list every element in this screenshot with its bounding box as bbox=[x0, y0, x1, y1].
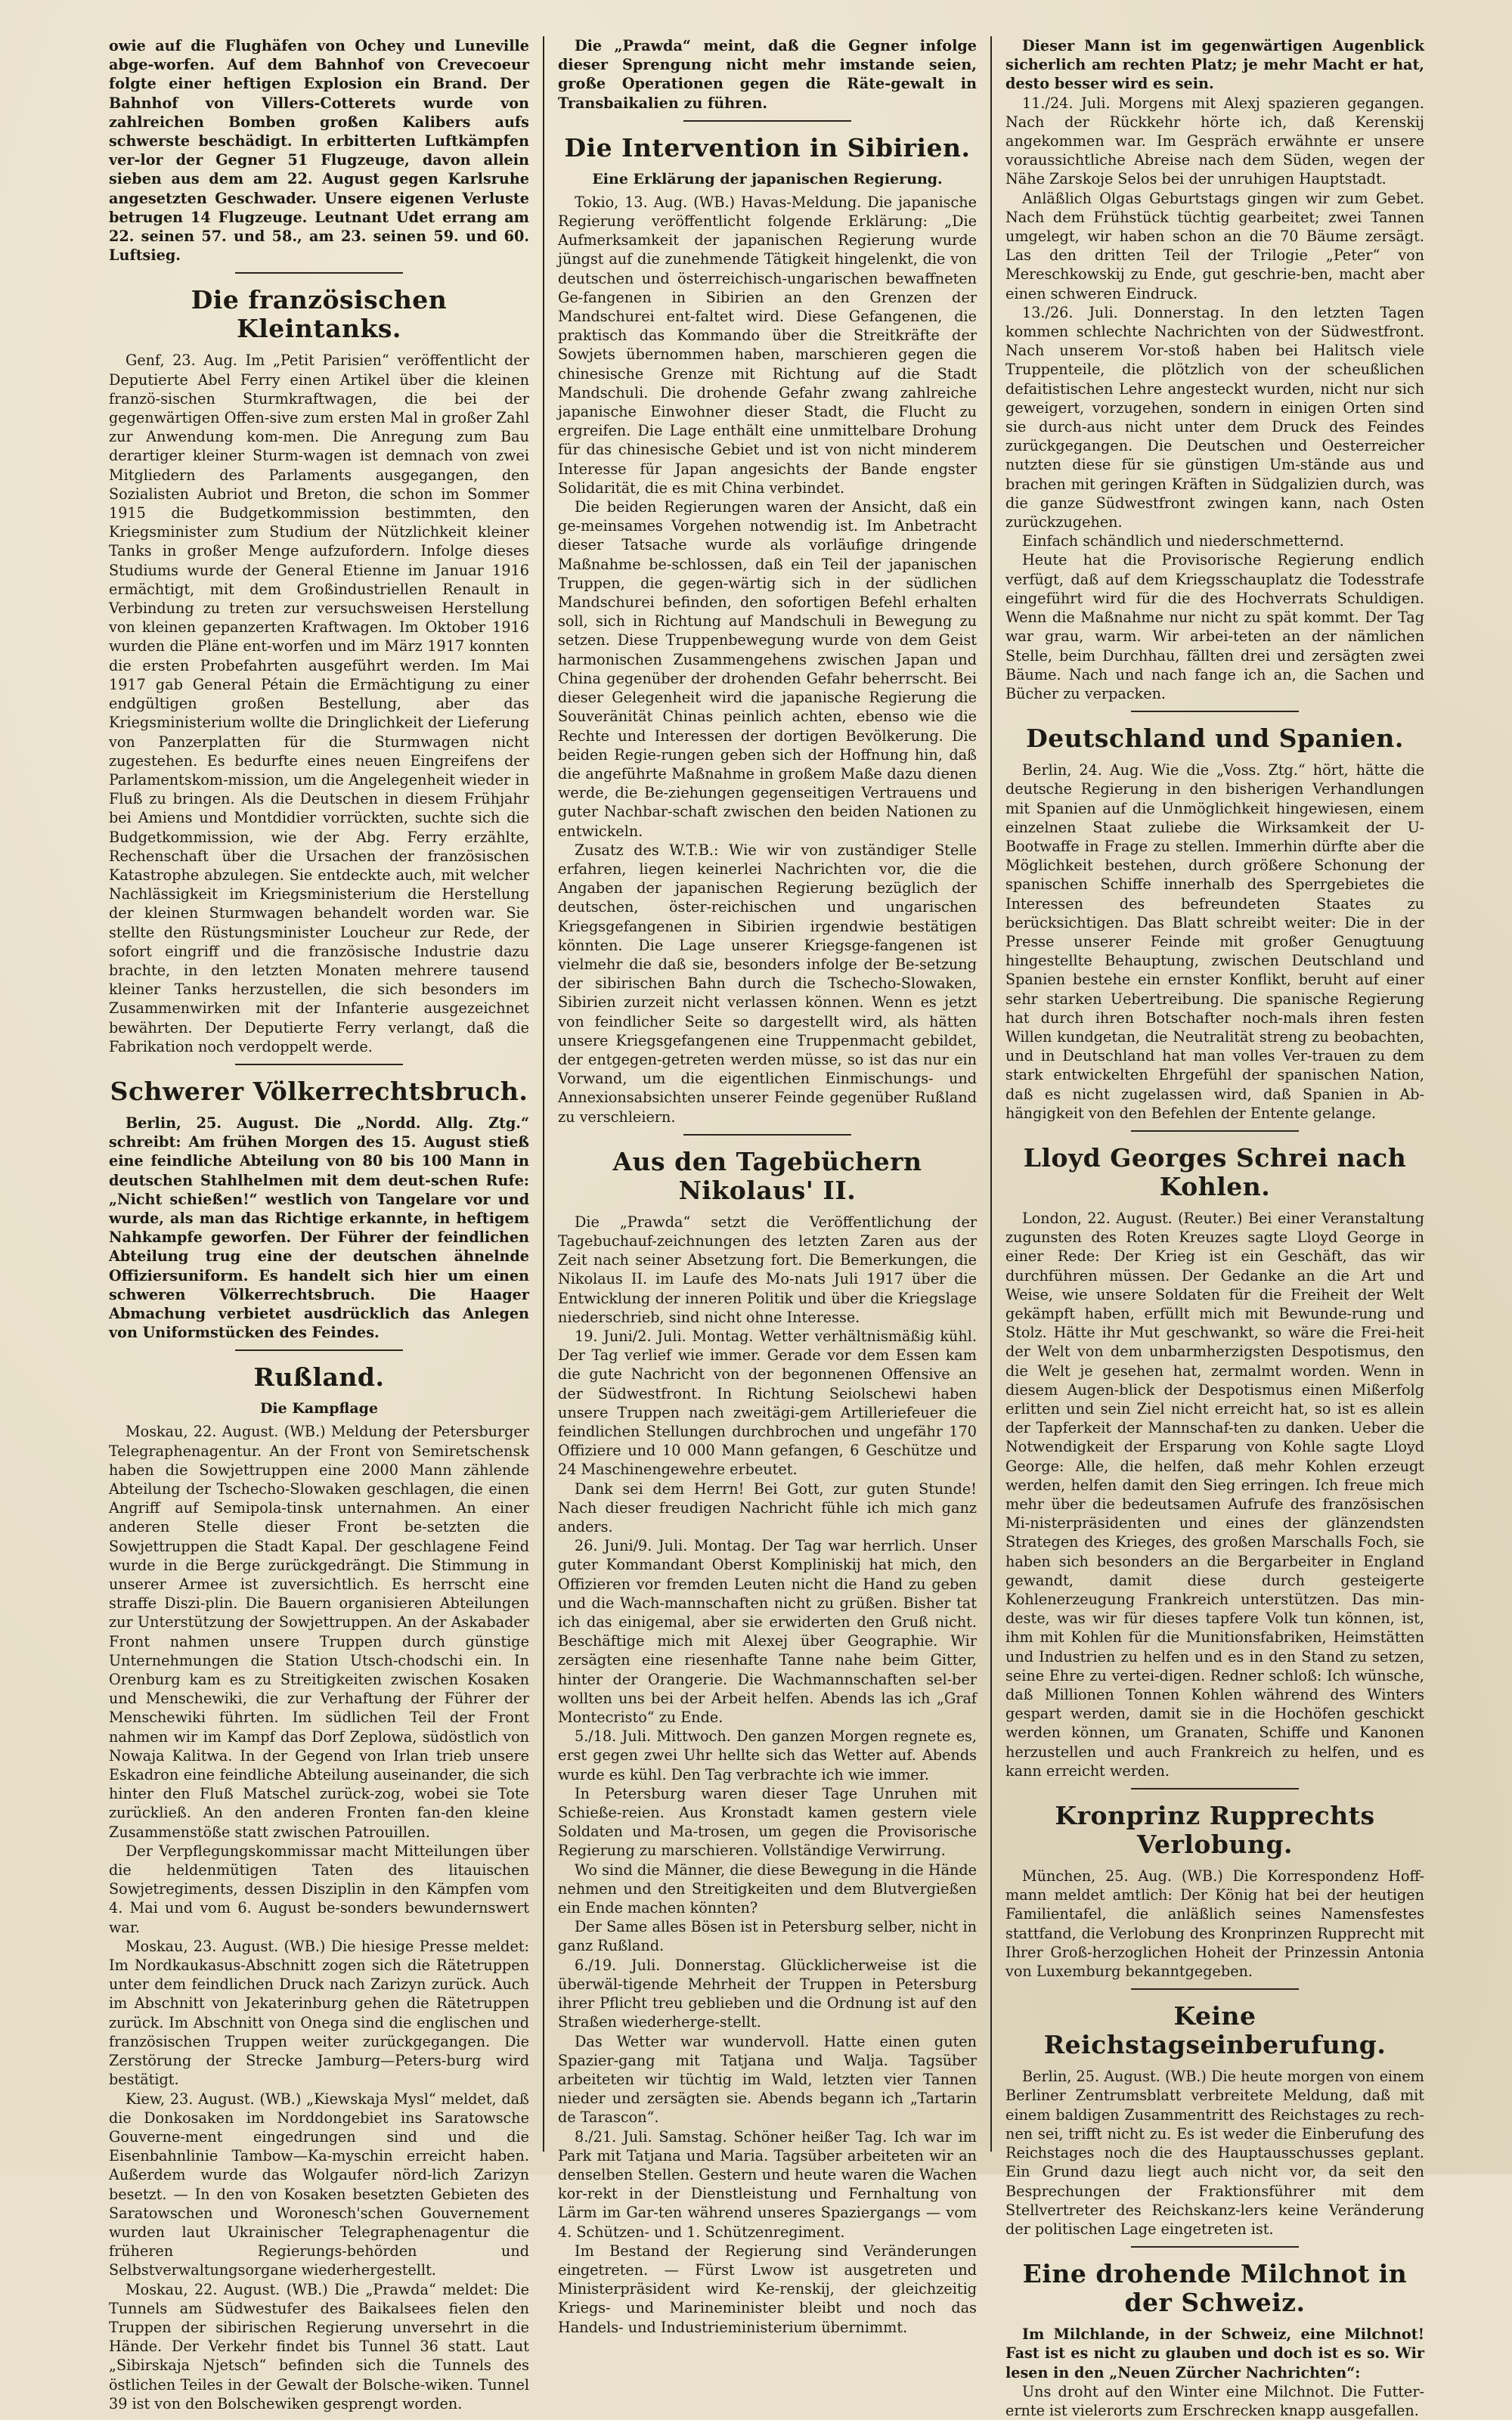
article-paragraph: Das Wetter war wundervoll. Hatte einen guten Spazier-gang mit Tatjana und Walja. Tagsüber arbeiteten wir tüchtig im Wald, letzten vier Tannen nieder und zersägten sie. Abends begann ich „Tartarin de Tarascon“. bbox=[558, 2032, 977, 2127]
article-paragraph: 11./24. Juli. Morgens mit Alexj spazieren gegangen. Nach der Rückkehr hörte ich, daß Kerenskij angekommen war. Im Gespräch erwähnte er unsere voraussichtliche Abreise nach dem Süden, wegen der Nähe Zarskoje Selos bei der unruhigen Hauptstadt. bbox=[1005, 94, 1424, 188]
section-divider bbox=[235, 272, 403, 274]
article-paragraph: Dank sei dem Herrn! Bei Gott, zur guten Stunde! Nach dieser freudigen Nachricht fühle ich mich ganz anders. bbox=[558, 1480, 977, 1536]
article-paragraph: Berlin, 24. Aug. Wie die „Voss. Ztg.“ hört, hätte die deutsche Regierung in den bisherigen Verhandlungen mit Spanien auf die Unmöglichkeit hingewiesen, einem einzelnen Staat zuliebe die Wirksamkeit der U-Bootwaffe in Frage zu stellen. Immerhin dürfte aber die Möglichkeit bestehen, durch größere Schonung der spanischen Schiffe innerhalb des Sperrgebietes die Interessen des befreundeten Staates zu berücksichtigen. Das Blatt schreibt weiter: Die in der Presse unserer Feinde mit großer Genugtuung hingestellte Behauptung, zwischen Deutschland und Spanien bestehe ein ernster Konflikt, beruht auf einer sehr starken Uebertreibung. Die spanische Regierung hat durch ihren Botschafter noch-mals ihren festen Willen kundgetan, die Neutralität streng zu beobachten, und in Deutschland hat man volles Ver-trauen zu dem stark entwickelten Ehrgefühl der spanischen Nation, daß es nicht zugelassen wird, daß Spanien in Ab-hängigkeit von den Befehlen der Entente gelange. bbox=[1005, 761, 1424, 1122]
article-paragraph: Die beiden Regierungen waren der Ansicht, daß ein ge-meinsames Vorgehen notwendig ist. Im Anbetracht dieser Tatsache wurde als vorläufige dringende Maßnahme be-schlossen, daß ein Teil der japanischen Truppen, die gegen-wärtig sich in der südlichen Mandschurei befinden, den sofortigen Befehl erhalten soll, sich in Richtung auf Mandschuli in Bewegung zu setzen. Diese Truppenbewegung wurde von dem Geist harmonischen Zusammengehens zwischen Japan und China gegenüber der drohenden Gefahr beherrscht. Bei dieser Gelegenheit wird die japanische Regierung die Souveränität Chinas peinlich achten, ebenso wie die Rechte und Interessen der dortigen Bevölkerung. Die beiden Regie-rungen geben sich der Hoffnung hin, daß die angeführte Maßnahme in großem Maße dazu dienen werde, die Be-ziehungen gegenseitigen Vertrauens und guter Nachbar-schaft zwischen den beiden Nationen zu entwickeln. bbox=[558, 498, 977, 840]
article-paragraph: Anläßlich Olgas Geburtstags gingen wir zum Gebet. Nach dem Frühstück tüchtig gearbeitet; zwei Tannen umgelegt, wir haben schon an die 70 Bäume zersägt. Las den dritten Teil der Trilogie „Peter“ von Mereschkowskij zu Ende, gut geschrie-ben, macht aber einen schweren Eindruck. bbox=[1005, 189, 1424, 302]
section-divider bbox=[683, 1134, 851, 1136]
article-columns bbox=[95, 36, 1470, 2419]
article-paragraph: Der Same alles Bösen ist in Petersburg selber, nicht in ganz Rußland. bbox=[558, 1918, 977, 1955]
section-divider bbox=[1131, 1988, 1299, 1990]
article-paragraph: Zusatz des W.T.B.: Wie wir von zuständiger Stelle erfahren, liegen keinerlei Nachrichten vor, die die Angaben der japanischen Regierung bezüglich der deutschen, öster-reichischen und ungarischen Kriegsgefangenen in Sibirien irgendwie bestätigen könnten. Die Lage unserer Kriegsge-fangenen ist vielmehr die daß sie, besonders infolge der Be-setzung der sibirischen Bahn durch die Tschecho-Slowaken, Sibirien zurzeit nicht verlassen können. Wenn es jetzt von feindlicher Seite so dargestellt wird, als hätten unsere Kriegsgefangenen eine Truppenmacht gebildet, der entgegen-getreten werden müsse, so ist das nur ein Vorwand, um die eigentlichen Einmischungs- und Annexionsabsichten unserer Feinde gegenüber Rußland zu verschleiern. bbox=[558, 841, 977, 1126]
article-subheadline: Eine Erklärung der japanischen Regierung. bbox=[592, 170, 943, 187]
article-paragraph: Moskau, 22. August. (WB.) Meldung der Petersburger Telegraphenagentur. An der Front von Semiretschensk haben die Sowjettruppen eine 2000 Mann zählende Abteilung der Tschecho-Slowaken geschlagen, die einen Angriff auf Semipola-tinsk unternahmen. An einer anderen Stelle dieser Front be-setzten die Sowjettruppen die Stadt Kapal. Der geschlagene Feind wurde in die Berge zurückgedrängt. Die Stimmung in unserer Armee ist zuversichtlich. Es herrscht eine straffe Diszi-plin. Die Bauern organisieren Abteilungen zur Unterstützung der Sowjettruppen. An der Askabader Front nahmen unsere Truppen durch günstige Unternehmungen die Station Utsch-chodschi ein. In Orenburg kam es zu Streitigkeiten zwischen Kosaken und Menschewiki, die zur Verhaftung der Führer der Menschewiki führten. Im südlichen Teil der Front nahmen wir im Kampf das Dorf Zeplowa, südöstlich von Nowaja Kalitwa. In der Gegend von Irlan trieb unsere Eskadron eine feindliche Abteilung auseinander, die sich hinter den Fluß Matschel zurück-zog, wobei sie Tote zurückließ. An den anderen Fronten fan-den kleine Zusammenstöße statt zwischen Patrouillen. bbox=[109, 1423, 529, 1841]
column-middle bbox=[543, 36, 990, 2336]
article-paragraph: 5./18. Juli. Mittwoch. Den ganzen Morgen regnete es, erst gegen zwei Uhr hellte sich das Wetter auf. Abends wurde es kühl. Den Tag verbrachte ich wie immer. bbox=[558, 1727, 977, 1783]
article-paragraph: owie auf die Flughäfen von Ochey und Luneville abge-worfen. Auf dem Bahnhof von Crevecoeur folgte einer heftigen Explosion ein Brand. Der Bahnhof von Villers-Cotterets wurde von zahlreichen Bomben großen Kalibers aufs schwerste beschädigt. In erbitterten Luftkämpfen ver-lor der Gegner 51 Flugzeuge, davon allein sieben aus dem am 22. August gegen Karlsruhe angesetzten Geschwader. Unsere eigenen Verluste betrugen 14 Flugzeuge. Leutnant Udet errang am 22. seinen 57. und 58., am 23. seinen 59. und 60. Luftsieg. bbox=[109, 37, 529, 265]
article-subheadline: Die Kampflage bbox=[259, 1400, 379, 1418]
article-headline: Aus den Tagebüchern Nikolaus' II. bbox=[612, 1146, 922, 1205]
article-paragraph: Im Milchlande, in der Schweiz, eine Milchnot! Fast ist es nicht zu glauben und doch ist es so. Wir lesen in den „Neuen Zürcher Nachrichten“: bbox=[1005, 2325, 1424, 2381]
article-headline: Die französischen Kleintanks. bbox=[191, 285, 448, 344]
column-right bbox=[990, 36, 1438, 2419]
article-paragraph: Berlin, 25. August. Die „Nordd. Allg. Ztg.“ schreibt: Am frühen Morgen des 15. August stieß eine feindliche Abteilung von 80 bis 100 Mann in deutschen Stahlhelmen mit dem deut-schen Rufe: „Nicht schießen!“ westlich von Tangelare vor und wurde, als man das Richtige erkannte, in heftigem Nahkampfe geworfen. Der Führer der feindlichen Abteilung trug eine der deutschen ähnelnde Offiziersuniform. Es handelt sich hier um einen schweren Völkerrechtsbruch. Die Haager Abmachung verbietet ausdrücklich das Anlegen von Uniformstücken des Feindes. bbox=[109, 1114, 529, 1342]
article-paragraph: 26. Juni/9. Juli. Montag. Der Tag war herrlich. Unser guter Kommandant Oberst Kompliniskij hat mich, den Offizieren vor fremden Leuten nicht die Hand zu geben und die Wach-mannschaften nicht zu grüßen. Bisher tat ich das einigemal, aber sie erwiderten den Gruß nicht. Beschäftige mich mit Alexej über Geographie. Wir zersägten eine riesenhafte Tanne nahe beim Gitter, hinter der Orangerie. Die Wachmannschaften sel-ber wollten uns bei der Arbeit helfen. Abends las ich „Graf Montecristo“ zu Ende. bbox=[558, 1537, 977, 1727]
section-divider bbox=[1131, 1130, 1299, 1132]
article-paragraph: Die „Prawda“ setzt die Veröffentlichung der Tagebuchauf-zeichnungen des letzten Zaren aus der Zeit nach seiner Absetzung fort. Die Bemerkungen, die Nikolaus II. im Laufe des Mo-nats Juli 1917 über die Entwicklung der inneren Politik und über die Kriegslage niederschrieb, sind nicht ohne Interesse. bbox=[558, 1213, 977, 1326]
article-headline: Keine Reichstagseinberufung. bbox=[1043, 2001, 1387, 2060]
section-divider bbox=[1131, 2246, 1299, 2248]
article-paragraph: Einfach schändlich und niederschmetternd. bbox=[1022, 532, 1344, 550]
column-left bbox=[95, 36, 543, 2412]
article-paragraph: Dieser Mann ist im gegenwärtigen Augenblick sicherlich am rechten Platz; je mehr Macht er hat, desto besser wird es sein. bbox=[1005, 37, 1424, 93]
article-paragraph: Heute hat die Provisorische Regierung endlich verfügt, daß auf dem Kriegsschauplatz die Todesstrafe eingeführt wird für die des Hochverrats Schuldigen. Wenn die Maßnahme nur nicht zu spät kommt. Der Tag war grau, warm. Wir arbei-teten an der nämlichen Stelle, beim Durchhau, fällten drei und zersägten zwei Bäume. Nach und nach fange ich an, die Sachen und Bücher zu verpacken. bbox=[1005, 551, 1424, 702]
article-headline: Eine drohende Milchnot in der Schweiz. bbox=[1022, 2259, 1408, 2318]
section-divider bbox=[683, 120, 851, 122]
article-headline: Deutschland und Spanien. bbox=[1026, 724, 1404, 754]
article-paragraph: Berlin, 25. August. (WB.) Die heute morgen von einem Berliner Zentrumsblatt verbreitete Meldung, daß mit einem baldigen Zusammentritt des Reichstages zu rech-nen sei, trifft nicht zu. Es ist weder die Einberufung des Reichstages noch die des Hauptausschusses geplant. Ein Grund dazu liegt auch nicht vor, da seit den Besprechungen der Fraktionsführer mit dem Stellvertreter des Reichskanz-lers keine Veränderung der politischen Lage eingetreten ist. bbox=[1005, 2068, 1424, 2238]
article-paragraph: Tokio, 13. Aug. (WB.) Havas-Meldung. Die japanische Regierung veröffentlicht folgende Erklärung: „Die Aufmerksamkeit der japanischen Regierung wurde jüngst auf die zunehmende Tätigkeit hingelenkt, die von deutschen und österreichisch-ungarischen bewaffneten Ge-fangenen in Sibirien an den Grenzen der Mandschurei ent-faltet wird. Diese Gefangenen, die praktisch das Kommando über die Streitkräfte der Sowjets übernommen haben, marschieren gegen die chinesische Grenze mit Richtung auf die Stadt Mandschuli. Die drohende Gefahr zwang zahlreiche japanische Einwohner dieser Stadt, die Flucht zu ergreifen. Die Lage enthält eine unmittelbare Drohung für das chinesische Gebiet und ist von nicht minderem Interesse für Japan angesichts der Bande engster Solidarität, die es mit China verbindet. bbox=[558, 193, 977, 497]
section-divider bbox=[235, 1349, 403, 1351]
article-headline: Schwerer Völkerrechtsbruch. bbox=[110, 1076, 528, 1106]
article-paragraph: 6./19. Juli. Donnerstag. Glücklicherweise ist die überwäl-tigende Mehrheit der Truppen in Petersburg ihrer Pflicht treu geblieben und die Ordnung ist auf den Straßen wiederherge-stellt. bbox=[558, 1956, 977, 2031]
section-divider bbox=[1131, 1788, 1299, 1789]
article-paragraph: Genf, 23. Aug. Im „Petit Parisien“ veröffentlicht der Deputierte Abel Ferry einen Artikel über die kleinen franzö-sischen Sturmkraftwagen, die bei der gegenwärtigen Offen-sive zum ersten Mal in großer Zahl zur Anwendung kom-men. Die Anregung zum Bau derartiger kleiner Sturm-wagen ist demnach von zwei Mitgliedern des Parlaments ausgegangen, den Sozialisten Aubriot und Breton, die schon im Sommer 1915 die Budgetkommission bestimmten, den Kriegsminister zum Studium der Nützlichkeit kleiner Tanks in großer Menge aufzufordern. Infolge dieses Studiums wurde der General Etienne im Januar 1916 ermächtigt, mit dem Großindustriellen Renault in Verbindung zu treten zur versuchsweisen Herstellung von kleinen gepanzerten Kraftwagen. Im Oktober 1916 wurden die Pläne ent-worfen und im März 1917 konnten die ersten Probefahrten ausgeführt werden. Im Mai 1917 gab General Pétain die Ermächtigung zu einer endgültigen großen Bestellung, aber das Kriegsministerium wollte die Dringlichkeit der Lieferung von Panzerplatten für die Sturmwagen nicht zugestehen. Es bedurfte eines neuen Eingreifens der Parlamentskom-mission, um die Angelegenheit wieder in Fluß zu bringen. Als die Deutschen in diesem Frühjahr bei Amiens und Montdidier vorrückten, suchte sich die Budgetkommission, wie der Abg. Ferry erzählte, Rechenschaft über die Ursachen der französischen Katastrophe abzulegen. Sie entdeckte auch, mit welcher Nachlässigkeit im Kriegsministerium die Herstellung der kleinen Sturmwagen behandelt worden war. Sie stellte den Rüstungsminister Loucheur zur Rede, der sofort eingriff und die französische Industrie dazu brachte, in den letzten Monaten mehrere tausend kleiner Tanks herzustellen, die sich besonders im Zusammenwirken mit der Infanterie ausgezeichnet bewährten. Der Deputierte Ferry verlangt, daß die Fabrikation noch verdoppelt werde. bbox=[109, 352, 529, 1055]
article-headline: Lloyd Georges Schrei nach Kohlen. bbox=[1023, 1142, 1407, 1201]
article-paragraph: Wo sind die Männer, die diese Bewegung in die Hände nehmen und den Streitigkeiten und dem Blutvergießen ein Ende machen könnten? bbox=[558, 1861, 977, 1917]
article-paragraph: Moskau, 23. August. (WB.) Die hiesige Presse meldet: Im Nordkaukasus-Abschnitt zogen sich die Rätetruppen unter dem feindlichen Druck nach Zarizyn zurück. Auch im Abschnitt von Jekaterinburg gehen die Rätetruppen zurück. Im Abschnitt von Onega sind die englischen und französischen Truppen weiter zurückgegangen. Die Zerstörung der Strecke Jamburg—Peters-burg wird bestätigt. bbox=[109, 1937, 529, 2089]
article-paragraph: München, 25. Aug. (WB.) Die Korrespondenz Hoff-mann meldet amtlich: Der König hat bei der heutigen Familientafel, die anläßlich seines Namensfestes stattfand, die Verlobung des Kronprinzen Rupprecht mit Ihrer Groß-herzoglichen Hoheit der Prinzessin Antonia von Luxemburg bekanntgegeben. bbox=[1005, 1867, 1424, 1981]
section-divider bbox=[235, 1064, 403, 1065]
article-paragraph: In Petersburg waren dieser Tage Unruhen mit Schieße-reien. Aus Kronstadt kamen gestern viele Soldaten und Ma-trosen, um gegen die Provisorische Regierung zu marschieren. Vollständige Verwirrung. bbox=[558, 1784, 977, 1860]
article-paragraph: Uns droht auf den Winter eine Milchnot. Die Futter-ernte ist vielerorts zum Erschrecken knapp ausgefallen. bbox=[1005, 2382, 1424, 2419]
article-paragraph: Im Bestand der Regierung sind Veränderungen eingetreten. — Fürst Lwow ist ausgetreten und Ministerpräsident wird Ke-renskij, der gleichzeitig Kriegs- und Marineminister bleibt und noch das Handels- und Industrieministerium übernimmt. bbox=[558, 2242, 977, 2336]
article-paragraph: Kiew, 23. August. (WB.) „Kiewskaja Mysl“ meldet, daß die Donkosaken im Norddongebiet ins Saratowsche Gouverne-ment eingedrungen sind und die Eisenbahnlinie Tambow—Ka-myschin erreicht haben. Außerdem wurde das Wolgaufer nörd-lich Zarizyn besetzt. — In den von Kosaken besetzten Gebieten des Saratowschen und Woronesch'schen Gouvernement wurden laut Ukrainischer Telegraphenagentur die früheren Regierungs-behörden und Selbstverwaltungsorgane wiederhergestellt. bbox=[109, 2090, 529, 2279]
article-paragraph: Die „Prawda“ meint, daß die Gegner infolge dieser Sprengung nicht mehr imstande seien, große Operationen gegen die Räte-gewalt in Transbaikalien zu führen. bbox=[558, 37, 977, 112]
section-divider bbox=[1131, 711, 1299, 712]
article-paragraph: 8./21. Juli. Samstag. Schöner heißer Tag. Ich war im Park mit Tatjana und Maria. Tagsüber arbeiteten wir an denselben Stellen. Gestern und heute waren die Wachen kor-rekt in der Dienstleistung und Fernhaltung von Lärm im Gar-ten während unseres Spaziergangs — vom 4. Schützen- und 1. Schützenregiment. bbox=[558, 2127, 977, 2241]
article-paragraph: Der Verpflegungskommissar macht Mitteilungen über die heldenmütigen Taten des litauischen Sowjetregiments, dessen Disziplin in den Kämpfen vom 4. Mai und vom 6. August be-sonders bewundernswert war. bbox=[109, 1842, 529, 1936]
article-paragraph: 19. Juni/2. Juli. Montag. Wetter verhältnismäßig kühl. Der Tag verlief wie immer. Gerade vor dem Essen kam die gute Nachricht von der begonnenen Offensive an der Südwestfront. In Richtung Seiolschewi haben unsere Truppen nach zweitägi-gem Artilleriefeuer die feindlichen Stellungen durchbrochen und ungefähr 170 Offiziere und 10 000 Mann gefangen, 6 Geschütze und 24 Maschinengewehre erbeutet. bbox=[558, 1327, 977, 1479]
article-headline: Kronprinz Rupprechts Verlobung. bbox=[1055, 1801, 1375, 1860]
article-headline: Die Intervention in Sibirien. bbox=[564, 132, 971, 163]
article-paragraph: 13./26. Juli. Donnerstag. In den letzten Tagen kommen schlechte Nachrichten von der Südwestfront. Nach unserem Vor-stoß haben bei Halitsch viele Truppenteile, die plötzlich von der scheußlichen defaitistischen Lehre angesteckt wurden, nicht nur sich geweigert, vorzugehen, sondern in einigen Orten sind sie durch-aus nicht unter dem Druck des Feindes zurückgegangen. Die Deutschen und Oesterreicher nutzten diese für sie günstigen Um-stände aus und brachen mit geringen Kräften in Südgalizien durch, was die ganze Südwestfront zwingen kann, nach Osten zurückzugehen. bbox=[1005, 303, 1424, 531]
article-headline: Rußland. bbox=[253, 1362, 385, 1393]
article-paragraph: London, 22. August. (Reuter.) Bei einer Veranstaltung zugunsten des Roten Kreuzes sagte Lloyd George in einer Rede: Der Krieg ist ein Geschäft, das wir durchführen müssen. Der Gedanke an die Art und Weise, wie unsere Soldaten für die Freiheit der Welt gekämpft haben, erfüllt mich mit Bewunde-rung und Stolz. Hätte ihr Mut geschwankt, so wäre die Frei-heit der Welt von dem unbarmherzigsten Despotismus, den die Welt je gesehen hat, zermalmt worden. Wenn in diesem Augen-blick der Despotismus einen Mißerfolg erlitten und sein Ziel nicht erreicht hat, so ist es allein der Tapferkeit der Mannschaf-ten zu danken. Ueber die Notwendigkeit der Ersparung von Kohle sagte Lloyd George: Alle, die helfen, daß mehr Kohlen erzeugt werden, helfen damit den Sieg erringen. Ich freue mich mehr über die bedeutsamen Aufrufe des französischen Mi-nisterpräsidenten und eines der glänzendsten Strategen des Krieges, des großen Marschalls Foch, sie haben sich besonders an die Bergarbeiter in England gewandt, damit diese durch gesteigerte Kohlenerzeugung Frankreich unterstützen. Das min-deste, was wir für dieses tapfere Volk tun können, ist, ihm mit Kohlen für die Munitionsfabriken, Heimstätten und Industrien zu helfen und es in den Stand zu setzen, seine Ehre zu vertei-digen. Redner schloß: Ich wünsche, daß Millionen Tonnen Kohlen während des Winters gespart werden, damit sie in die Hochöfen geschickt werden können, um Granaten, Schiffe und Kanonen herzustellen und auch Frankreich zu helfen, und es kann erreicht werden. bbox=[1005, 1209, 1424, 1780]
article-paragraph: Moskau, 22. August. (WB.) Die „Prawda“ meldet: Die Tunnels am Südwestufer des Baikalsees fielen den Truppen der sibirischen Regierung unversehrt in die Hände. Der Verkehr findet bis Tunnel 36 statt. Laut „Sibirskaja Njetsch“ befinden sich die Tunnels des östlichen Teiles in der Gewalt der Bolsche-wiken. Tunnel 39 ist von den Bolschewiken gesprengt worden. bbox=[109, 2280, 529, 2412]
